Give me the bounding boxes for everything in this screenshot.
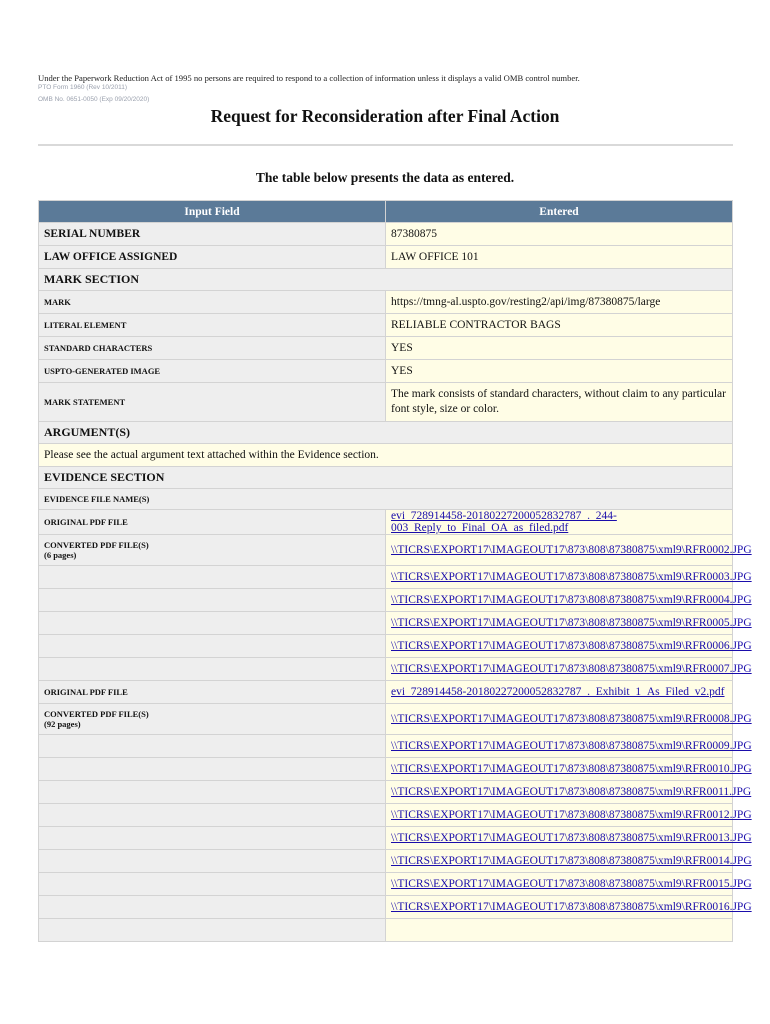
empty-label-cell <box>39 658 385 680</box>
section-row <box>39 269 732 290</box>
table-row <box>39 704 732 734</box>
table-row <box>39 337 732 359</box>
form-number: PTO Form 1960 (Rev 10/2011) <box>38 84 127 91</box>
converted-file-link[interactable]: \\TICRS\EXPORT17\IMAGEOUT17\873\808\87380875\xml9\RFR0004.JPG <box>391 594 752 606</box>
table-row <box>39 535 732 565</box>
converted-file-cell <box>386 804 752 826</box>
paperwork-notice: Under the Paperwork Reduction Act of 1995 no persons are required to respond to a collection of information unless it displays a valid OMB control number. <box>38 73 580 83</box>
section-row <box>39 467 732 488</box>
table-row <box>39 735 732 757</box>
empty-label-cell <box>39 896 385 918</box>
literal-element-label: LITERAL ELEMENT <box>39 314 385 336</box>
converted-file-cell <box>386 535 752 565</box>
omb-number: OMB No. 0651-0050 (Exp 09/20/2020) <box>38 96 150 103</box>
converted-file-link[interactable]: \\TICRS\EXPORT17\IMAGEOUT17\873\808\87380875\xml9\RFR0015.JPG <box>391 878 752 890</box>
mark-value: https://tmng-al.uspto.gov/resting2/api/img/87380875/large <box>386 291 732 313</box>
section-row <box>39 489 732 509</box>
empty-label-cell <box>39 566 385 588</box>
converted-pdf-files-label <box>39 535 385 565</box>
converted-file-link[interactable]: \\TICRS\EXPORT17\IMAGEOUT17\873\808\87380875\xml9\RFR0006.JPG <box>391 640 752 652</box>
converted-file-cell <box>386 566 752 588</box>
table-header-row <box>39 201 732 222</box>
original-pdf-file-cell <box>386 681 732 703</box>
converted-file-link[interactable]: \\TICRS\EXPORT17\IMAGEOUT17\873\808\87380875\xml9\RFR0008.JPG <box>391 713 752 725</box>
uspto-generated-image-value: YES <box>386 360 732 382</box>
standard-characters-value: YES <box>386 337 732 359</box>
table-row <box>39 873 732 895</box>
empty-label-cell <box>39 758 385 780</box>
empty-label-cell <box>39 612 385 634</box>
page-count: (92 pages) <box>44 719 81 729</box>
original-pdf-file-label: ORIGINAL PDF FILE <box>39 681 385 703</box>
page-title: Request for Reconsideration after Final Action <box>210 106 560 126</box>
converted-file-cell <box>386 658 752 680</box>
converted-file-cell <box>386 850 752 872</box>
table-row <box>39 658 732 680</box>
original-pdf-file-link[interactable]: evi_728914458-20180227200052832787_._Exhibit_1_As_Filed_v2.pdf <box>391 686 725 698</box>
empty-label-cell <box>39 827 385 849</box>
converted-pdf-files-text: CONVERTED PDF FILE(S) <box>44 709 149 719</box>
mark-label: MARK <box>39 291 385 313</box>
converted-file-link[interactable]: \\TICRS\EXPORT17\IMAGEOUT17\873\808\87380875\xml9\RFR0012.JPG <box>391 809 752 821</box>
table-row <box>39 681 732 703</box>
table-row <box>39 827 732 849</box>
table-row <box>39 383 732 421</box>
table-row <box>39 781 732 803</box>
converted-file-cell <box>386 896 752 918</box>
converted-file-cell <box>386 873 752 895</box>
empty-label-cell <box>39 735 385 757</box>
converted-file-link[interactable]: \\TICRS\EXPORT17\IMAGEOUT17\873\808\87380875\xml9\RFR0005.JPG <box>391 617 752 629</box>
empty-label-cell <box>39 919 385 941</box>
converted-pdf-files-text: CONVERTED PDF FILE(S) <box>44 540 149 550</box>
converted-file-cell <box>386 635 752 657</box>
converted-file-link[interactable]: \\TICRS\EXPORT17\IMAGEOUT17\873\808\87380875\xml9\RFR0007.JPG <box>391 663 752 675</box>
mark-statement-value: The mark consists of standard characters, without claim to any particular font style, size or color. <box>386 383 732 421</box>
converted-file-cell <box>386 589 752 611</box>
converted-file-cell <box>386 827 752 849</box>
data-table <box>38 200 752 942</box>
empty-label-cell <box>39 873 385 895</box>
law-office-label: LAW OFFICE ASSIGNED <box>39 246 385 268</box>
mark-section-heading: MARK SECTION <box>39 269 732 290</box>
empty-label-cell <box>39 635 385 657</box>
table-row <box>39 612 732 634</box>
table-row <box>39 291 732 313</box>
converted-pdf-files-label <box>39 704 385 734</box>
table-row <box>39 896 732 918</box>
table-row <box>39 919 732 941</box>
table-caption: The table below presents the data as entered. <box>255 170 515 185</box>
empty-label-cell <box>39 589 385 611</box>
empty-label-cell <box>39 850 385 872</box>
table-row <box>39 510 732 534</box>
page-count: (6 pages) <box>44 550 77 560</box>
converted-file-cell <box>386 612 752 634</box>
table-row <box>39 850 732 872</box>
converted-file-link[interactable]: \\TICRS\EXPORT17\IMAGEOUT17\873\808\87380875\xml9\RFR0016.JPG <box>391 901 752 913</box>
law-office-value: LAW OFFICE 101 <box>386 246 732 268</box>
table-row <box>39 589 732 611</box>
converted-file-link[interactable]: \\TICRS\EXPORT17\IMAGEOUT17\873\808\87380875\xml9\RFR0011.JPG <box>391 786 752 798</box>
column-header-entered: Entered <box>386 201 732 222</box>
empty-value-cell <box>386 919 732 941</box>
table-row <box>39 246 732 268</box>
converted-file-cell <box>386 704 752 734</box>
original-pdf-file-cell <box>386 510 732 534</box>
original-pdf-file-link[interactable]: evi_728914458-20180227200052832787_._244-003_Reply_to_Final_OA_as_filed.pdf <box>391 510 617 534</box>
converted-file-cell <box>386 781 752 803</box>
table-row <box>39 804 732 826</box>
empty-label-cell <box>39 781 385 803</box>
standard-characters-label: STANDARD CHARACTERS <box>39 337 385 359</box>
argument-text: Please see the actual argument text attached within the Evidence section. <box>39 444 732 466</box>
table-row <box>39 566 732 588</box>
converted-file-cell <box>386 735 752 757</box>
title-divider <box>38 144 733 146</box>
column-header-input-field: Input Field <box>39 201 385 222</box>
serial-number-value: 87380875 <box>386 223 732 245</box>
converted-file-cell <box>386 758 752 780</box>
evidence-file-names-heading: EVIDENCE FILE NAME(S) <box>39 489 732 509</box>
table-row <box>39 444 732 466</box>
table-row <box>39 635 732 657</box>
converted-file-link[interactable]: \\TICRS\EXPORT17\IMAGEOUT17\873\808\87380875\xml9\RFR0010.JPG <box>391 763 752 775</box>
evidence-section-heading: EVIDENCE SECTION <box>39 467 732 488</box>
converted-file-link[interactable]: \\TICRS\EXPORT17\IMAGEOUT17\873\808\87380875\xml9\RFR0014.JPG <box>391 855 752 867</box>
table-row <box>39 758 732 780</box>
literal-element-value: RELIABLE CONTRACTOR BAGS <box>386 314 732 336</box>
converted-file-link[interactable]: \\TICRS\EXPORT17\IMAGEOUT17\873\808\87380875\xml9\RFR0013.JPG <box>391 832 752 844</box>
converted-file-link[interactable]: \\TICRS\EXPORT17\IMAGEOUT17\873\808\87380875\xml9\RFR0003.JPG <box>391 571 752 583</box>
table-row <box>39 223 732 245</box>
mark-statement-label: MARK STATEMENT <box>39 383 385 421</box>
original-pdf-file-label: ORIGINAL PDF FILE <box>39 510 385 534</box>
empty-label-cell <box>39 804 385 826</box>
table-row <box>39 360 732 382</box>
serial-number-label: SERIAL NUMBER <box>39 223 385 245</box>
arguments-section-heading: ARGUMENT(S) <box>39 422 732 443</box>
section-row <box>39 422 732 443</box>
converted-file-link[interactable]: \\TICRS\EXPORT17\IMAGEOUT17\873\808\87380875\xml9\RFR0009.JPG <box>391 740 752 752</box>
table-row <box>39 314 732 336</box>
uspto-generated-image-label: USPTO-GENERATED IMAGE <box>39 360 385 382</box>
converted-file-link[interactable]: \\TICRS\EXPORT17\IMAGEOUT17\873\808\87380875\xml9\RFR0002.JPG <box>391 544 752 556</box>
